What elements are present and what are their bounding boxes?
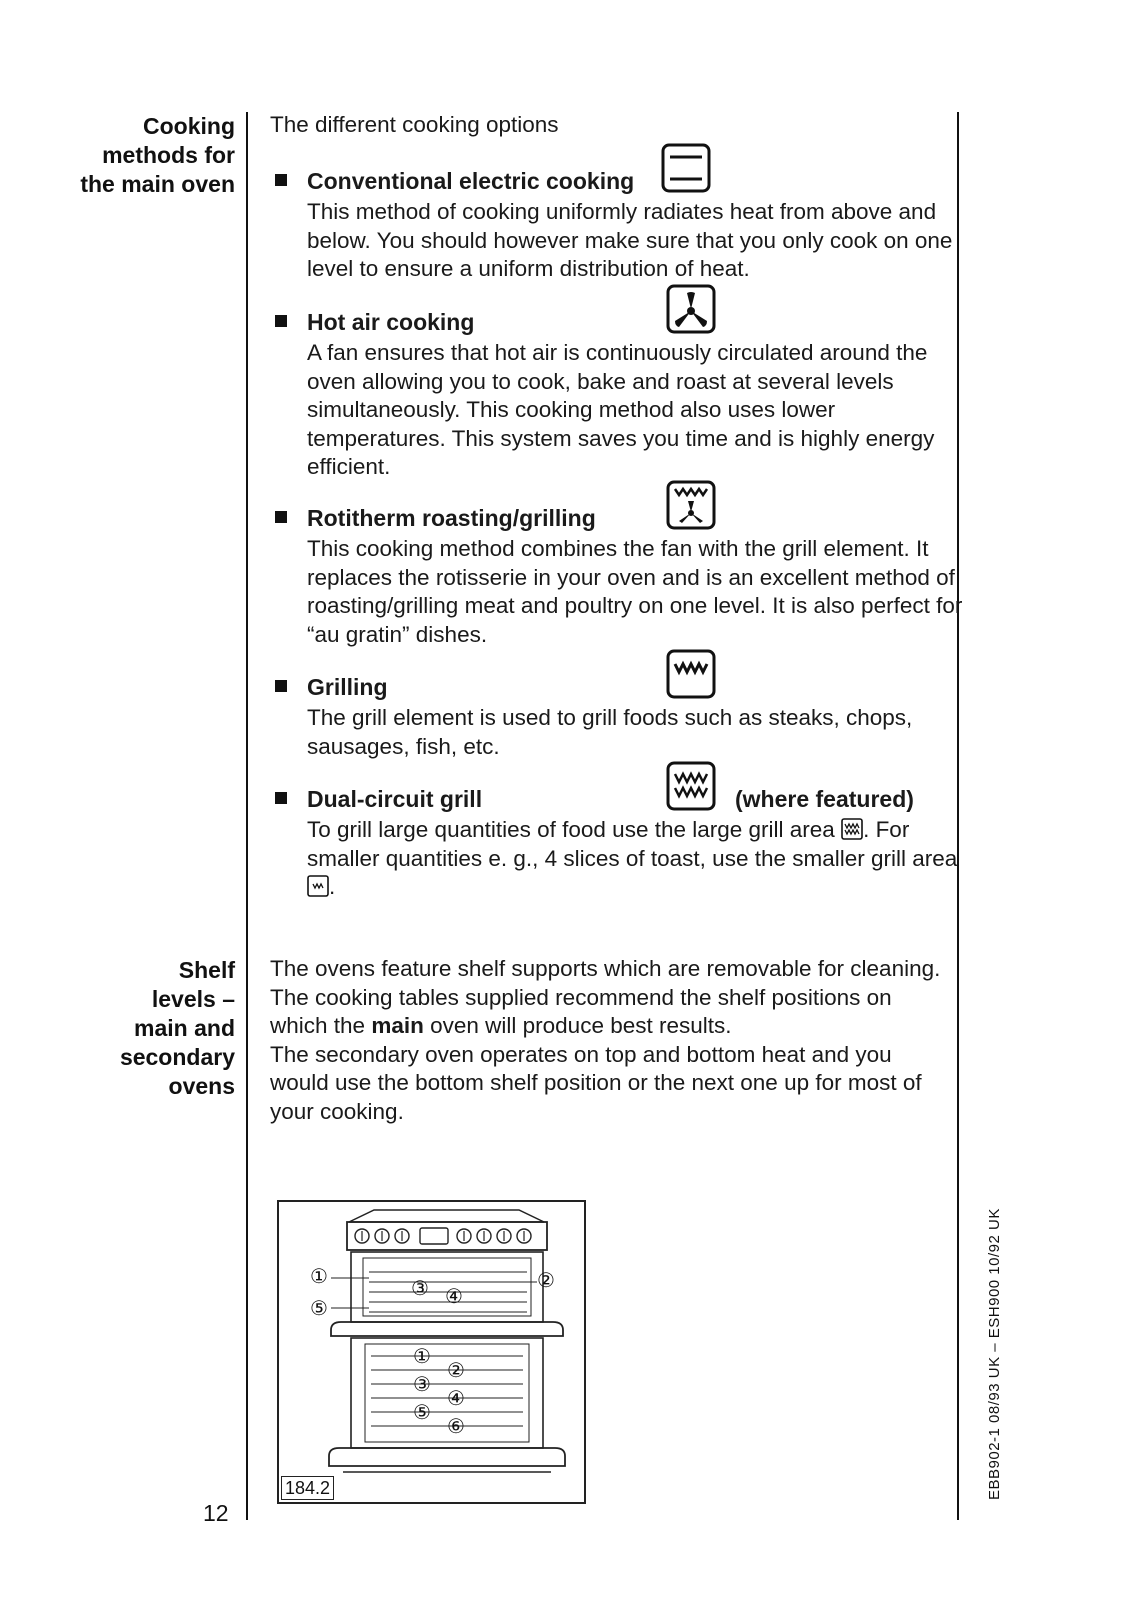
oven-shelf-diagram — [277, 1200, 586, 1504]
text-part: oven will produce best results. — [430, 1013, 732, 1038]
callout-main-4: ④ — [447, 1388, 465, 1410]
heading-line: the main oven — [80, 171, 235, 197]
left-column-rule — [246, 112, 248, 1520]
item-title: Hot air cooking — [307, 309, 475, 335]
grill-icon — [665, 648, 717, 700]
item-description: A fan ensures that hot air is continuously circulated around the oven allowing you to cook, bake and roast at several levels simultaneously. This cooking method also uses lower temperatures. This system saves you time and is highly energy efficient. — [307, 340, 935, 479]
callout-top-2: ② — [537, 1270, 555, 1292]
paragraph: The ovens feature shelf supports which are removable for cleaning. — [270, 956, 941, 981]
heading-line: levels – — [151, 986, 235, 1012]
heading-line: methods for — [102, 142, 235, 168]
dual-grill-icon — [665, 760, 717, 812]
heading-line: Shelf — [178, 957, 235, 983]
cooking-method-grilling — [275, 670, 965, 761]
item-title: Conventional electric cooking — [307, 168, 635, 194]
callout-top-3: ③ — [411, 1278, 429, 1300]
page-number: 12 — [203, 1500, 229, 1526]
item-title: Grilling — [307, 674, 388, 700]
item-description: This method of cooking uniformly radiates heat from above and below. You should however make sure that you only cook on one level to ensure a uniform distribution of heat. — [307, 199, 953, 281]
cooker-illustration — [279, 1202, 584, 1502]
text-part: To grill large quantities of food use the large grill area — [307, 817, 842, 842]
callout-main-3: ③ — [413, 1374, 431, 1396]
callout-top-4: ④ — [445, 1286, 463, 1308]
intro-text: The different cooking options — [270, 112, 559, 137]
large-grill-area-icon — [841, 818, 863, 840]
fan-icon — [665, 283, 717, 335]
item-description: This cooking method combines the fan with the grill element. It replaces the rotisserie in your oven and is an excellent method of roasting/grilling meat and poultry on one level. It is also perfect for “au gratin” dishes. — [307, 536, 963, 647]
text-part: . — [329, 874, 336, 899]
document-code: EBB902-1 08/93 UK – ESH900 10/92 UK — [986, 1208, 1003, 1500]
bullet — [275, 680, 287, 692]
section-heading-cooking-methods — [80, 112, 235, 199]
paragraph: The secondary oven operates on top and bottom heat and you would use the bottom shelf position or the next one up for most of your cooking. — [270, 1041, 922, 1124]
bullet — [275, 511, 287, 523]
item-description: The grill element is used to grill foods such as steaks, chops, sausages, fish, etc. — [307, 705, 913, 759]
cooking-method-rotitherm — [275, 501, 965, 649]
paragraph — [270, 984, 942, 1041]
text-part: . For smaller quantities e. g., 4 slices of toast, use the smaller grill area — [307, 817, 958, 871]
shelf-levels-text — [270, 955, 942, 1126]
callout-main-5: ⑤ — [413, 1402, 431, 1424]
text-part: The cooking tables supplied recommend the shelf positions on which the — [270, 984, 892, 1038]
cooking-method-dual-circuit-grill — [275, 782, 965, 902]
callout-top-5: ⑤ — [310, 1298, 328, 1320]
bullet — [275, 315, 287, 327]
item-description — [275, 816, 965, 902]
callout-main-1: ① — [413, 1346, 431, 1368]
heading-line: main and — [134, 1015, 235, 1041]
cooking-method-hot-air — [275, 305, 965, 482]
item-title: Dual-circuit grill — [307, 786, 483, 812]
heading-line: ovens — [168, 1073, 235, 1099]
small-grill-area-icon — [307, 875, 329, 897]
callout-main-2: ② — [447, 1360, 465, 1382]
conventional-heat-icon — [660, 142, 712, 194]
item-title: Rotitherm roasting/grilling — [307, 505, 596, 531]
heading-line: Cooking — [143, 113, 235, 139]
section-heading-shelf-levels — [120, 956, 235, 1101]
callout-top-1: ① — [310, 1266, 328, 1288]
cooking-method-conventional — [275, 164, 965, 284]
heading-line: secondary — [119, 1044, 235, 1070]
callout-main-6: ⑥ — [447, 1416, 465, 1438]
figure-label: 184.2 — [281, 1476, 334, 1500]
bullet — [275, 792, 287, 804]
fan-grill-icon — [665, 479, 717, 531]
emphasis-main: main — [371, 1013, 424, 1038]
where-featured-note: (where featured) — [735, 786, 914, 812]
bullet — [275, 174, 287, 186]
